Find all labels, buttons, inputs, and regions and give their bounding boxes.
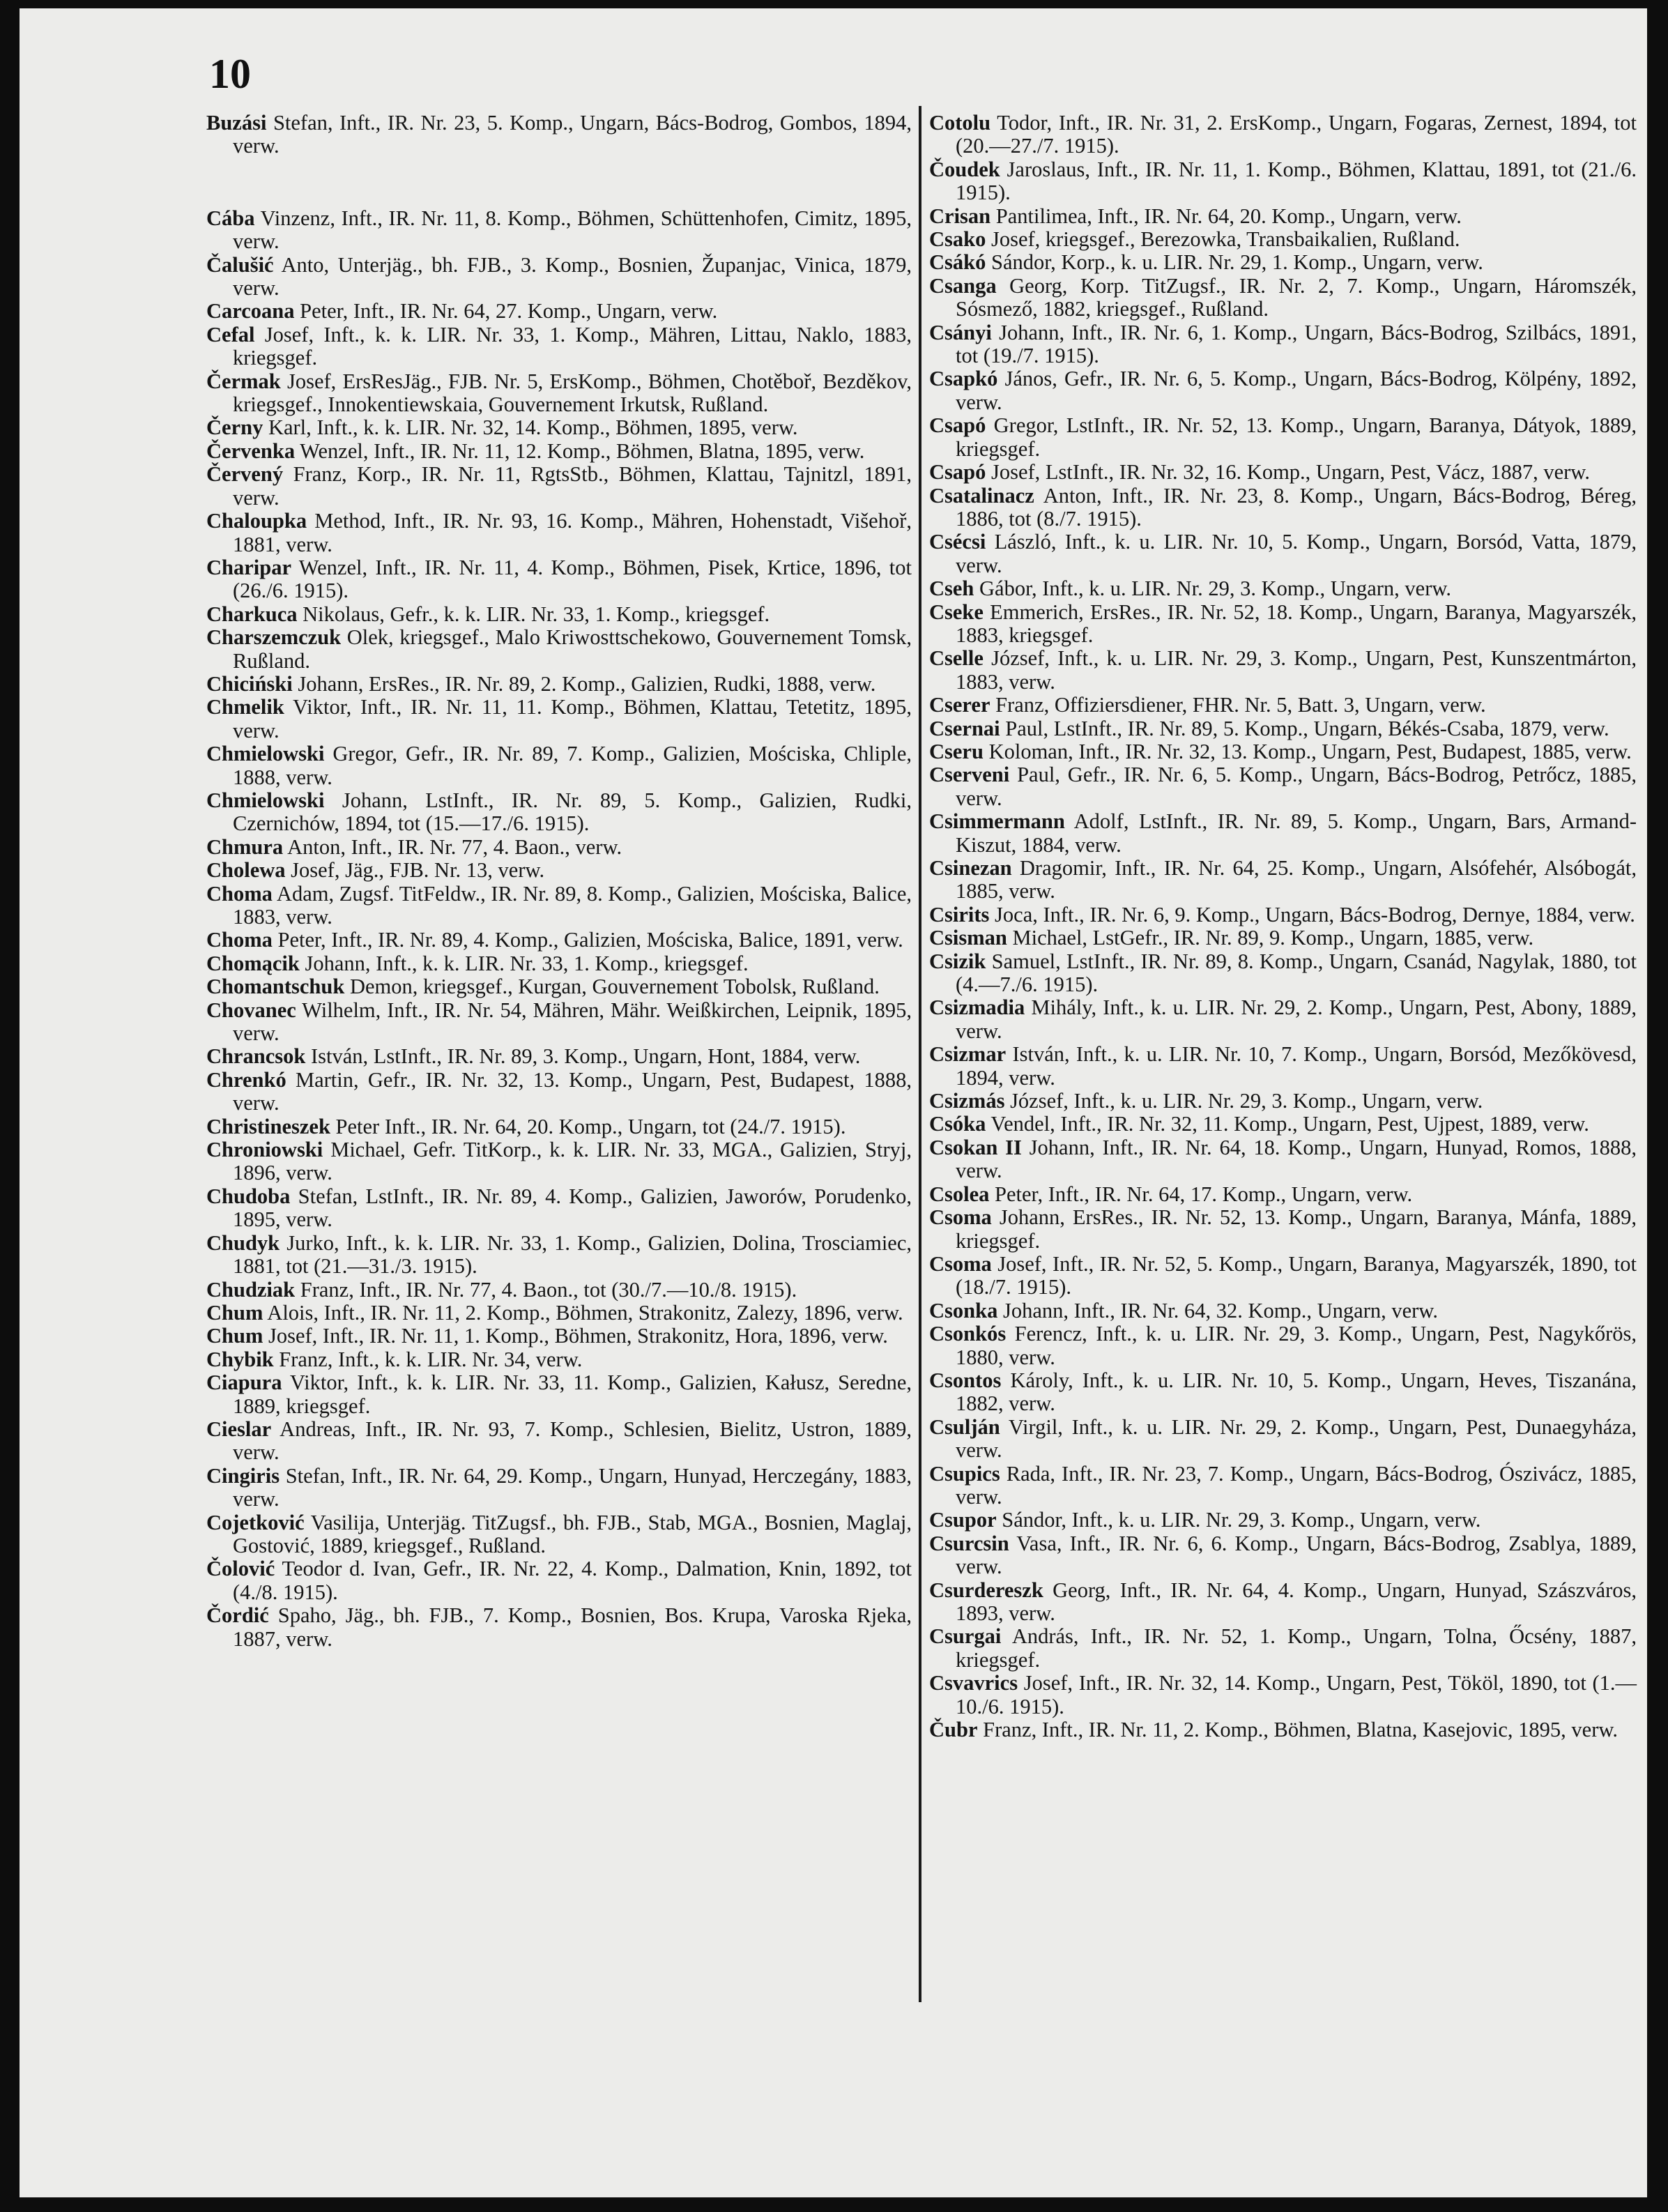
entry-details: Johann, Inft., IR. Nr. 6, 1. Komp., Ungarn, Bács-Bodrog, Szilbács, 1891, tot (19./7. 1915). [956, 320, 1637, 368]
entry-details: Wenzel, Inft., IR. Nr. 11, 12. Komp., Böhmen, Blatna, 1895, verw. [295, 438, 865, 463]
entry-surname: Čoudek [929, 157, 1000, 181]
entry-details: Josef, Jäg., FJB. Nr. 13, verw. [285, 858, 545, 883]
register-entry [206, 416, 912, 439]
register-entry [206, 952, 912, 975]
entry-surname: Cselle [929, 646, 984, 671]
register-entry [929, 1090, 1637, 1113]
entry-surname: Choma [206, 928, 273, 952]
entry-surname: Červenka [206, 438, 296, 463]
entry-surname: Cotolu [929, 111, 991, 135]
entry-details: Peter, Inft., IR. Nr. 64, 17. Komp., Ungarn, verw. [989, 1182, 1413, 1206]
entry-surname: Csizmar [929, 1042, 1007, 1067]
entry-surname: Charipar [206, 555, 291, 579]
entry-details: Andreas, Inft., IR. Nr. 93, 7. Komp., Schlesien, Bielitz, Ustron, 1889, verw. [233, 1417, 912, 1465]
register-entry [929, 903, 1637, 926]
entry-surname: Csimmermann [929, 809, 1065, 834]
entry-details: Anto, Unterjäg., bh. FJB., 3. Komp., Bosnien, Županjac, Vinica, 1879, verw. [233, 252, 912, 300]
register-entry [206, 1348, 912, 1371]
entry-surname: Csurdereszk [929, 1578, 1043, 1602]
register-entry [929, 647, 1637, 694]
blank-space [206, 158, 912, 207]
entry-details: Karl, Inft., k. k. LIR. Nr. 32, 14. Komp., Böhmen, 1895, verw. [263, 415, 798, 440]
entry-details: Josef, Inft., k. k. LIR. Nr. 33, 1. Komp., Mähren, Littau, Naklo, 1883, kriegsgef. [233, 322, 912, 370]
register-entry [206, 1185, 912, 1232]
register-entry [929, 1718, 1637, 1741]
register-entry [929, 740, 1637, 763]
entry-surname: Csanga [929, 273, 997, 298]
entry-surname: Chudyk [206, 1230, 280, 1255]
register-entry [206, 1325, 912, 1348]
entry-details: Method, Inft., IR. Nr. 93, 16. Komp., Mähren, Hohenstadt, Višehoř, 1881, verw. [233, 509, 912, 556]
entry-details: Anton, Inft., IR. Nr. 23, 8. Komp., Ungarn, Bács-Bodrog, Béreg, 1886, tot (8./7. 1915). [956, 483, 1637, 531]
entry-details: Franz, Inft., IR. Nr. 77, 4. Baon., tot (30./7.—10./8. 1915). [295, 1277, 797, 1302]
entry-details: Jurko, Inft., k. k. LIR. Nr. 33, 1. Komp., Galizien, Dolina, Trosciamiec, 1881, tot (21.—31./3. 1915). [233, 1230, 912, 1279]
register-entry [206, 1279, 912, 1302]
register-entry [929, 694, 1637, 717]
entry-details: Georg, Korp. TitZugsf., IR. Nr. 2, 7. Komp., Ungarn, Háromszék, Sósmező, 1882, kriegsgef., Rußland. [956, 273, 1637, 321]
entry-surname: Čolović [206, 1557, 275, 1581]
entry-surname: Chmielowski [206, 788, 325, 812]
entry-details: Gregor, Gefr., IR. Nr. 89, 7. Komp., Galizien, Mościska, Chliple, 1888, verw. [233, 742, 912, 789]
entry-surname: Cingiris [206, 1463, 280, 1488]
register-entry [929, 1043, 1637, 1090]
register-entry [206, 929, 912, 952]
entry-surname: Cserveni [929, 763, 1010, 787]
entry-details: Rada, Inft., IR. Nr. 23, 7. Komp., Ungarn, Bács-Bodrog, Ószivácz, 1885, verw. [956, 1461, 1637, 1509]
register-entry [929, 112, 1637, 158]
entry-details: Josef, ErsResJäg., FJB. Nr. 5, ErsKomp., Böhmen, Chotěboř, Bezděkov, kriegsgef., Innokentiewskaia, Gouvernement Irkutsk, Rußland. [233, 369, 912, 417]
entry-details: Gregor, LstInft., IR. Nr. 52, 13. Komp., Ungarn, Baranya, Dátyok, 1889, kriegsgef. [956, 413, 1637, 461]
entry-surname: Chmielowski [206, 742, 325, 766]
entry-surname: Buzási [206, 111, 267, 135]
register-entry [206, 510, 912, 556]
entry-surname: Csizmadia [929, 996, 1025, 1020]
left-column [206, 112, 912, 1651]
register-entry [206, 440, 912, 463]
entry-details: Sándor, Inft., k. u. LIR. Nr. 29, 3. Komp., Ungarn, verw. [996, 1508, 1481, 1532]
entry-details: László, Inft., k. u. LIR. Nr. 10, 5. Komp., Ungarn, Borsód, Vatta, 1879, verw. [956, 530, 1637, 577]
entry-details: Koloman, Inft., IR. Nr. 32, 13. Komp., Ungarn, Pest, Budapest, 1885, verw. [983, 739, 1632, 763]
entry-details: Stefan, Inft., IR. Nr. 64, 29. Komp., Ungarn, Hunyad, Herczegány, 1883, verw. [233, 1463, 912, 1511]
entry-details: Franz, Korp., IR. Nr. 11, RgtsStb., Böhmen, Klattau, Tajnitzl, 1891, verw. [233, 462, 912, 510]
entry-surname: Chiciński [206, 671, 293, 696]
entry-surname: Chudoba [206, 1184, 291, 1208]
register-entry [929, 158, 1637, 205]
register-entry [929, 461, 1637, 484]
entry-surname: Csécsi [929, 530, 986, 554]
register-entry [929, 1183, 1637, 1206]
entry-details: Demon, kriegsgef., Kurgan, Gouvernement Tobolsk, Rußland. [344, 975, 880, 999]
entry-surname: Chum [206, 1300, 263, 1325]
register-entry [929, 1136, 1637, 1183]
entry-details: Georg, Inft., IR. Nr. 64, 4. Komp., Ungarn, Hunyad, Szászváros, 1893, verw. [956, 1578, 1637, 1625]
entry-details: Viktor, Inft., k. k. LIR. Nr. 33, 11. Komp., Galizien, Kałusz, Seredne, 1889, kriegsgef. [233, 1371, 912, 1418]
right-column [929, 112, 1637, 1741]
register-entry [929, 1532, 1637, 1579]
entry-details: Gábor, Inft., k. u. LIR. Nr. 29, 3. Komp., Ungarn, verw. [974, 577, 1452, 601]
register-entry [206, 207, 912, 254]
register-entry [929, 926, 1637, 949]
register-entry [206, 1465, 912, 1511]
register-entry [206, 1045, 912, 1068]
entry-surname: Csonka [929, 1298, 998, 1322]
entry-details: Peter Inft., IR. Nr. 64, 20. Komp., Ungarn, tot (24./7. 1915). [330, 1114, 846, 1138]
entry-details: Károly, Inft., k. u. LIR. Nr. 10, 5. Komp., Ungarn, Heves, Tiszanána, 1882, verw. [956, 1368, 1637, 1416]
entry-details: Johann, Inft., IR. Nr. 64, 32. Komp., Ungarn, verw. [997, 1298, 1438, 1322]
entry-details: Vinzenz, Inft., IR. Nr. 11, 8. Komp., Böhmen, Schüttenhofen, Cimitz, 1895, verw. [233, 206, 912, 254]
entry-details: Franz, Inft., k. k. LIR. Nr. 34, verw. [273, 1347, 583, 1371]
register-entry [206, 626, 912, 673]
entry-details: Paul, Gefr., IR. Nr. 6, 5. Komp., Ungarn, Bács-Bodrog, Petrőcz, 1885, verw. [956, 763, 1637, 810]
register-entry [206, 1232, 912, 1279]
entry-details: Wenzel, Inft., IR. Nr. 11, 4. Komp., Böhmen, Pisek, Krtice, 1896, tot (26./6. 1915). [233, 555, 912, 603]
entry-details: Ferencz, Inft., k. u. LIR. Nr. 29, 3. Komp., Ungarn, Pest, Nagykőrös, 1880, verw. [956, 1322, 1637, 1369]
entry-surname: Chomącik [206, 951, 300, 975]
entry-details: Viktor, Inft., IR. Nr. 11, 11. Komp., Böhmen, Klattau, Tetetitz, 1895, verw. [233, 695, 912, 742]
entry-surname: Csapó [929, 413, 986, 438]
entry-surname: Cseke [929, 600, 984, 624]
register-entry [929, 1625, 1637, 1672]
entry-surname: Charszemczuk [206, 625, 342, 650]
entry-surname: Csontos [929, 1368, 1002, 1392]
register-entry [929, 205, 1637, 228]
entry-details: Mihály, Inft., k. u. LIR. Nr. 29, 2. Komp., Ungarn, Pest, Abony, 1889, verw. [956, 996, 1637, 1043]
entry-surname: Cefal [206, 322, 255, 346]
entry-surname: Chudziak [206, 1277, 296, 1302]
entry-details: István, Inft., k. u. LIR. Nr. 10, 7. Komp., Ungarn, Borsód, Mezőkövesd, 1894, verw. [956, 1042, 1637, 1090]
entry-details: Johann, ErsRes., IR. Nr. 89, 2. Komp., Galizien, Rudki, 1888, verw. [292, 671, 876, 696]
register-entry [206, 1115, 912, 1138]
entry-surname: Chum [206, 1324, 263, 1348]
register-entry [206, 1604, 912, 1651]
entry-details: Teodor d. Ivan, Gefr., IR. Nr. 22, 4. Komp., Dalmation, Knin, 1892, tot (4./8. 1915). [233, 1557, 912, 1604]
entry-surname: Christineszek [206, 1114, 330, 1138]
register-entry [929, 321, 1637, 368]
entry-surname: Csinezan [929, 856, 1012, 880]
entry-surname: Chmura [206, 834, 284, 859]
entry-surname: Csisman [929, 926, 1007, 950]
entry-surname: Čermak [206, 369, 281, 393]
entry-details: Joca, Inft., IR. Nr. 6, 9. Komp., Ungarn, Bács-Bodrog, Dernye, 1884, verw. [989, 902, 1635, 926]
register-entry [206, 1557, 912, 1604]
entry-surname: Ciapura [206, 1371, 282, 1395]
entry-details: Samuel, LstInft., IR. Nr. 89, 8. Komp., Ungarn, Csanád, Nagylak, 1880, tot (4.—7./6. 1915). [956, 949, 1637, 997]
entry-surname: Černy [206, 415, 263, 440]
entry-surname: Chaloupka [206, 509, 307, 533]
register-entry [206, 859, 912, 882]
register-entry [929, 367, 1637, 414]
register-entry [206, 603, 912, 626]
register-entry [206, 1069, 912, 1115]
entry-surname: Csányi [929, 320, 992, 344]
entry-surname: Chrenkó [206, 1067, 286, 1092]
entry-surname: Csonkós [929, 1322, 1007, 1346]
register-entry [929, 950, 1637, 997]
entry-details: Vasa, Inft., IR. Nr. 6, 6. Komp., Ungarn, Bács-Bodrog, Zsablya, 1889, verw. [956, 1531, 1637, 1579]
register-entry [206, 300, 912, 323]
register-entry [929, 485, 1637, 531]
entry-surname: Chovanec [206, 998, 296, 1022]
register-entry [206, 1302, 912, 1325]
entry-surname: Csernai [929, 716, 1000, 740]
entry-surname: Csapó [929, 460, 986, 485]
register-entry [206, 883, 912, 929]
page-number: 10 [209, 51, 251, 97]
entry-details: János, Gefr., IR. Nr. 6, 5. Komp., Ungarn, Bács-Bodrog, Kölpény, 1892, verw. [956, 367, 1637, 414]
entry-surname: Cseh [929, 577, 974, 601]
entry-surname: Csirits [929, 902, 990, 926]
entry-surname: Csulján [929, 1414, 1000, 1439]
register-entry [929, 228, 1637, 251]
register-entry [206, 975, 912, 998]
entry-details: Nikolaus, Gefr., k. k. LIR. Nr. 33, 1. Komp., kriegsgef. [297, 602, 770, 626]
entry-surname: Chroniowski [206, 1138, 323, 1162]
register-entry [929, 857, 1637, 903]
entry-surname: Csolea [929, 1182, 990, 1206]
entry-details: Emmerich, ErsRes., IR. Nr. 52, 18. Komp., Ungarn, Baranya, Magyarszék, 1883, kriegsgef. [956, 600, 1637, 647]
entry-details: Johann, ErsRes., IR. Nr. 52, 13. Komp., Ungarn, Baranya, Mánfa, 1889, kriegsgef. [956, 1205, 1637, 1253]
entry-details: Franz, Offiziersdiener, FHR. Nr. 5, Batt. 3, Ungarn, verw. [990, 693, 1486, 717]
register-entry [206, 463, 912, 510]
entry-details: István, LstInft., IR. Nr. 89, 3. Komp., Ungarn, Hont, 1884, verw. [305, 1044, 861, 1069]
entry-surname: Carcoana [206, 299, 295, 323]
entry-surname: Csizmás [929, 1089, 1005, 1113]
register-entry [929, 1299, 1637, 1322]
register-entry [929, 601, 1637, 648]
register-entry [929, 1322, 1637, 1369]
entry-details: Virgil, Inft., k. u. LIR. Nr. 29, 2. Komp., Ungarn, Pest, Dunaegyháza, verw. [956, 1414, 1637, 1463]
register-entry [929, 1509, 1637, 1532]
register-entry [206, 789, 912, 836]
entry-details: Josef, Inft., IR. Nr. 52, 5. Komp., Ungarn, Baranya, Magyarszék, 1890, tot (18./7. 1915). [956, 1251, 1637, 1299]
entry-surname: Čordić [206, 1603, 269, 1628]
entry-details: Paul, LstInft., IR. Nr. 89, 5. Komp., Ungarn, Békés-Csaba, 1879, verw. [1000, 716, 1609, 740]
entry-details: Vendel, Inft., IR. Nr. 32, 11. Komp., Ungarn, Pest, Ujpest, 1889, verw. [986, 1112, 1589, 1136]
entry-surname: Csokan II [929, 1135, 1022, 1159]
register-entry [929, 1416, 1637, 1463]
entry-surname: Cojetković [206, 1510, 305, 1534]
register-entry [206, 999, 912, 1046]
entry-surname: Červený [206, 462, 284, 487]
register-entry [206, 254, 912, 300]
entry-surname: Csupor [929, 1508, 997, 1532]
entry-surname: Chybik [206, 1347, 274, 1371]
register-entry [206, 1371, 912, 1418]
entry-details: Dragomir, Inft., IR. Nr. 64, 25. Komp., Ungarn, Alsófehér, Alsóbogát, 1885, verw. [956, 856, 1637, 903]
entry-details: Anton, Inft., IR. Nr. 77, 4. Baon., verw. [283, 834, 622, 859]
register-entry [206, 323, 912, 370]
register-entry [929, 1113, 1637, 1136]
register-entry [206, 1418, 912, 1465]
register-entry [929, 1253, 1637, 1299]
entry-surname: Chmelik [206, 695, 284, 719]
entry-details: Alois, Inft., IR. Nr. 11, 2. Komp., Böhmen, Strakonitz, Zalezy, 1896, verw. [263, 1300, 903, 1325]
register-entry [929, 414, 1637, 461]
entry-details: Sándor, Korp., k. u. LIR. Nr. 29, 1. Komp., Ungarn, verw. [986, 250, 1483, 275]
entry-surname: Csako [929, 227, 986, 252]
entry-details: Michael, Gefr. TitKorp., k. k. LIR. Nr. 33, MGA., Galizien, Stryj, 1896, verw. [233, 1138, 912, 1185]
entry-surname: Čubr [929, 1718, 978, 1742]
entry-surname: Čalušić [206, 252, 274, 277]
register-entry [206, 836, 912, 859]
register-entry [929, 577, 1637, 600]
entry-details: Michael, LstGefr., IR. Nr. 89, 9. Komp., Ungarn, 1885, verw. [1007, 926, 1534, 950]
entry-surname: Csvavrics [929, 1671, 1018, 1695]
entry-details: Vasilija, Unterjäg. TitZugsf., bh. FJB., Stab, MGA., Bosnien, Maglaj, Gostović, 1889, kriegsgef., Rußland. [233, 1510, 912, 1557]
register-entry [929, 1672, 1637, 1718]
entry-surname: Csákó [929, 250, 986, 275]
entry-surname: Csoma [929, 1205, 992, 1230]
entry-surname: Csizik [929, 949, 986, 973]
register-entry [206, 556, 912, 603]
register-entry [929, 1369, 1637, 1416]
entry-details: Josef, Inft., IR. Nr. 32, 14. Komp., Ungarn, Pest, Tököl, 1890, tot (1.—10./6. 1915). [956, 1671, 1637, 1718]
entry-surname: Cieslar [206, 1417, 272, 1441]
entry-surname: Chrancsok [206, 1044, 306, 1069]
entry-details: András, Inft., IR. Nr. 52, 1. Komp., Ungarn, Tolna, Őcsény, 1887, kriegsgef. [956, 1624, 1637, 1672]
entry-surname: Crisan [929, 204, 991, 228]
entry-details: Martin, Gefr., IR. Nr. 32, 13. Komp., Ungarn, Pest, Budapest, 1888, verw. [233, 1067, 912, 1115]
entry-details: Adolf, LstInft., IR. Nr. 89, 5. Komp., Ungarn, Bars, Armand-Kiszut, 1884, verw. [956, 809, 1637, 857]
entry-details: Josef, LstInft., IR. Nr. 32, 16. Komp., Ungarn, Pest, Vácz, 1887, verw. [986, 460, 1590, 485]
register-entry [206, 742, 912, 789]
entry-surname: Cserer [929, 693, 990, 717]
entry-details: Stefan, LstInft., IR. Nr. 89, 4. Komp., Galizien, Jaworów, Porudenko, 1895, verw. [233, 1184, 912, 1232]
entry-surname: Cába [206, 206, 255, 230]
entry-details: Peter, Inft., IR. Nr. 64, 27. Komp., Ungarn, verw. [294, 299, 718, 323]
entry-details: Todor, Inft., IR. Nr. 31, 2. ErsKomp., Ungarn, Fogaras, Zernest, 1894, tot (20.—27./7. 1915). [956, 111, 1637, 158]
entry-details: Franz, Inft., IR. Nr. 11, 2. Komp., Böhmen, Blatna, Kasejovic, 1895, verw. [977, 1718, 1619, 1742]
register-entry [206, 696, 912, 742]
register-entry [929, 996, 1637, 1043]
entry-surname: Csurcsin [929, 1531, 1009, 1555]
entry-surname: Csóka [929, 1112, 986, 1136]
entry-surname: Csoma [929, 1251, 992, 1276]
entry-details: Olek, kriegsgef., Malo Kriwosttschekowo, Gouvernement Tomsk, Rußland. [233, 625, 912, 673]
register-entry [206, 673, 912, 696]
entry-surname: Cholewa [206, 858, 286, 883]
entry-details: Jaroslaus, Inft., IR. Nr. 11, 1. Komp., Böhmen, Klattau, 1891, tot (21./6. 1915). [956, 157, 1637, 205]
entry-details: József, Inft., k. u. LIR. Nr. 29, 3. Komp., Ungarn, verw. [1004, 1089, 1483, 1113]
entry-details: Stefan, Inft., IR. Nr. 23, 5. Komp., Ungarn, Bács-Bodrog, Gombos, 1894, verw. [233, 111, 912, 158]
entry-details: Adam, Zugsf. TitFeldw., IR. Nr. 89, 8. Komp., Galizien, Mościska, Balice, 1883, verw. [233, 881, 912, 929]
entry-surname: Choma [206, 881, 273, 906]
entry-details: Josef, Inft., IR. Nr. 11, 1. Komp., Böhmen, Strakonitz, Hora, 1896, verw. [263, 1324, 888, 1348]
document-page [20, 8, 1647, 2197]
entry-surname: Csupics [929, 1461, 1000, 1486]
register-entry [929, 1579, 1637, 1626]
entry-surname: Chomantschuk [206, 975, 345, 999]
entry-surname: Csapkó [929, 367, 998, 391]
register-entry [929, 1463, 1637, 1509]
register-entry [206, 1138, 912, 1185]
entry-details: Pantilimea, Inft., IR. Nr. 64, 20. Komp., Ungarn, verw. [990, 204, 1462, 228]
entry-details: Spaho, Jäg., bh. FJB., 7. Komp., Bosnien, Bos. Krupa, Varoska Rjeka, 1887, verw. [233, 1603, 912, 1651]
register-entry [929, 763, 1637, 810]
entry-details: Peter, Inft., IR. Nr. 89, 4. Komp., Galizien, Mościska, Balice, 1891, verw. [272, 928, 903, 952]
entry-details: Johann, Inft., IR. Nr. 64, 18. Komp., Ungarn, Hunyad, Romos, 1888, verw. [956, 1135, 1637, 1183]
entry-details: Johann, LstInft., IR. Nr. 89, 5. Komp., Galizien, Rudki, Czernichów, 1894, tot (15.—17./6. 1915). [233, 788, 912, 836]
entry-surname: Csurgai [929, 1624, 1002, 1649]
entry-details: Wilhelm, Inft., IR. Nr. 54, Mähren, Mähr. Weißkirchen, Leipnik, 1895, verw. [233, 998, 912, 1046]
register-entry [929, 531, 1637, 577]
register-entry [929, 810, 1637, 857]
entry-surname: Csatalinacz [929, 483, 1034, 508]
entry-surname: Charkuca [206, 602, 298, 626]
register-entry [929, 1206, 1637, 1253]
entry-details: Josef, kriegsgef., Berezowka, Transbaikalien, Rußland. [986, 227, 1460, 252]
register-entry [929, 717, 1637, 740]
entry-surname: Cseru [929, 739, 984, 763]
entry-details: József, Inft., k. u. LIR. Nr. 29, 3. Komp., Ungarn, Pest, Kunszentmárton, 1883, verw. [956, 646, 1637, 694]
register-entry [929, 275, 1637, 321]
register-entry [929, 251, 1637, 274]
entry-details: Johann, Inft., k. k. LIR. Nr. 33, 1. Komp., kriegsgef. [299, 951, 749, 975]
column-divider [919, 106, 921, 2002]
register-entry [206, 370, 912, 417]
register-entry [206, 112, 912, 158]
register-entry [206, 1511, 912, 1558]
